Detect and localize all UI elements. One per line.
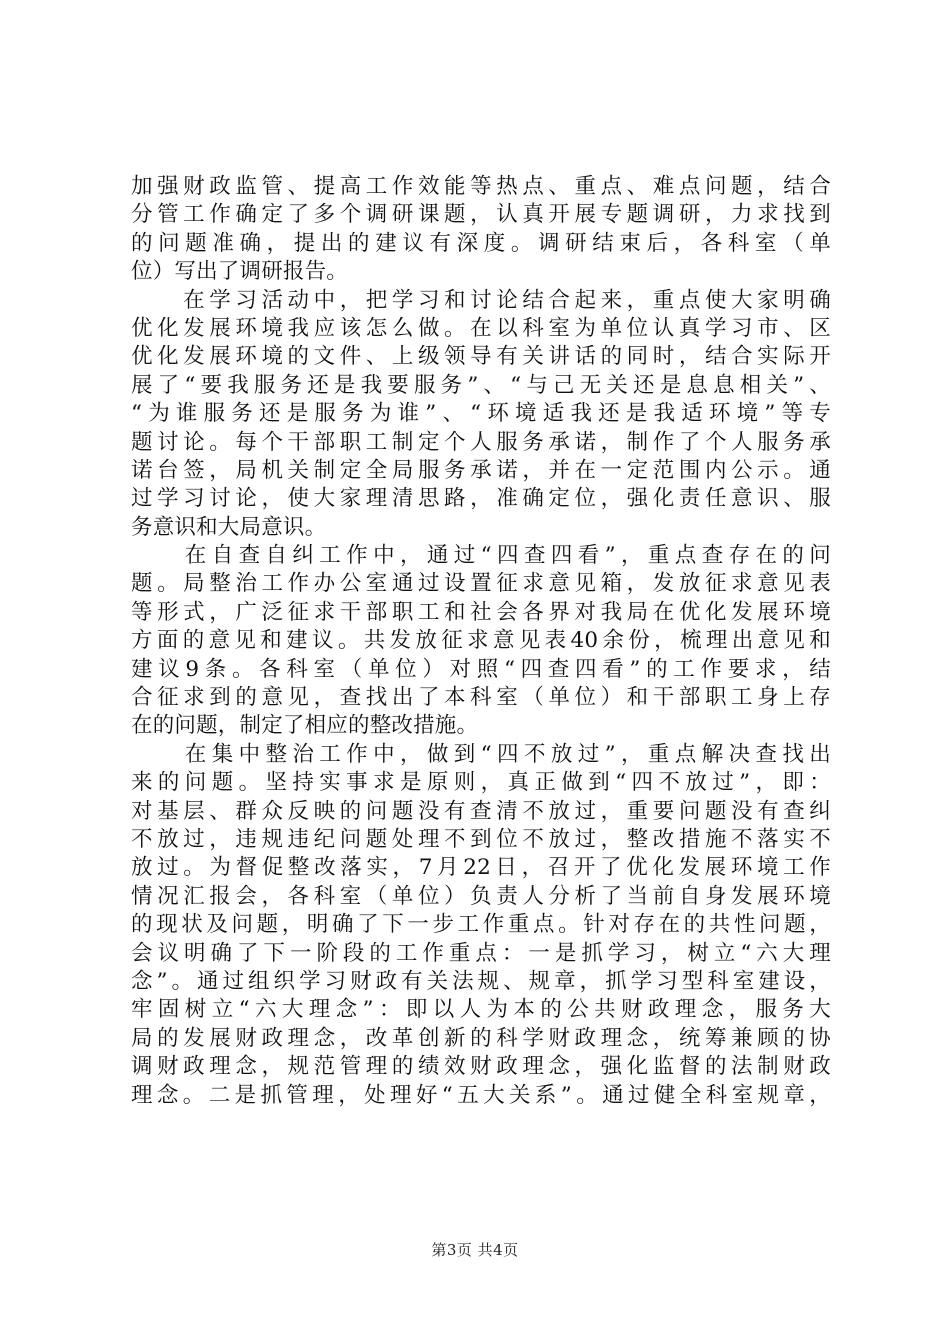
text-line: 等形式，广泛征求干部职工和社会各界对我局在优化发展环境: [131, 599, 831, 625]
text-line: 在学习活动中，把学习和讨论结合起来，重点使大家明确: [131, 287, 831, 313]
text-line: 展了“要我服务还是我要服务”、“与己无关还是息息相关”、: [131, 372, 831, 398]
text-line: 优化发展环境我应该怎么做。在以科室为单位认真学习市、区: [131, 315, 831, 341]
text-line: 来的问题。坚持实事求是原则，真正做到“四不放过”，即：: [131, 770, 831, 796]
text-line: 优化发展环境的文件、上级领导有关讲话的同时，结合实际开: [131, 344, 831, 370]
text-line: 放过。为督促整改落实，7月22日，召开了优化发展环境工作: [131, 855, 831, 881]
text-line: 过学习讨论，使大家理清思路，准确定位，强化责任意识、服: [131, 486, 831, 512]
text-line: 理念。二是抓管理，处理好“五大关系”。通过健全科室规章，: [131, 1082, 831, 1108]
text-line: 分管工作确定了多个调研课题，认真开展专题调研，力求找到: [131, 202, 831, 228]
text-line: 方面的意见和建议。共发放征求意见表40余份，梳理出意见和: [131, 628, 831, 654]
text-line: 调财政理念，规范管理的绩效财政理念，强化监督的法制财政: [131, 1054, 831, 1080]
text-line: 题讨论。每个干部职工制定个人服务承诺，制作了个人服务承: [131, 429, 831, 455]
text-line: 在集中整治工作中，做到“四不放过”，重点解决查找出: [131, 741, 831, 767]
text-line: 不放过，违规违纪问题处理不到位不放过，整改措施不落实不: [131, 826, 831, 852]
text-line: 的问题准确，提出的建议有深度。调研结束后，各科室（单: [131, 230, 831, 256]
page-footer: 第3页 共4页: [431, 1241, 519, 1259]
body-text: [131, 173, 831, 1110]
text-line: 建议9条。各科室（单位）对照“四查四看”的工作要求，结: [131, 656, 831, 682]
text-line: 位）写出了调研报告。: [131, 259, 349, 285]
text-line: 局的发展财政理念，改革创新的科学财政理念，统筹兼顾的协: [131, 1025, 831, 1051]
text-line: 的现状及问题，明确了下一步工作重点。针对存在的共性问题，: [131, 912, 831, 938]
text-line: 念”。通过组织学习财政有关法规、规章，抓学习型科室建设，: [131, 968, 831, 994]
text-line: 对基层、群众反映的问题没有查清不放过，重要问题没有查纠: [131, 798, 831, 824]
text-line: 在自查自纠工作中，通过“四查四看”，重点查存在的问: [131, 543, 831, 569]
text-line: “为谁服务还是服务为谁”、“环境适我还是我适环境”等专: [131, 401, 831, 427]
text-line: 合征求到的意见，查找出了本科室（单位）和干部职工身上存: [131, 685, 831, 711]
text-line: 诺台签，局机关制定全局服务承诺，并在一定范围内公示。通: [131, 457, 831, 483]
text-line: 务意识和大局意识。: [131, 514, 327, 540]
text-line: 题。局整治工作办公室通过设置征求意见箱，发放征求意见表: [131, 571, 831, 597]
text-line: 会议明确了下一阶段的工作重点：一是抓学习，树立“六大理: [131, 940, 831, 966]
text-line: 在的问题，制定了相应的整改措施。: [131, 713, 479, 739]
text-line: 牢固树立“六大理念”：即以人为本的公共财政理念，服务大: [131, 997, 831, 1023]
text-line: 情况汇报会，各科室（单位）负责人分析了当前自身发展环境: [131, 883, 831, 909]
text-line: 加强财政监管、提高工作效能等热点、重点、难点问题，结合: [131, 174, 831, 199]
